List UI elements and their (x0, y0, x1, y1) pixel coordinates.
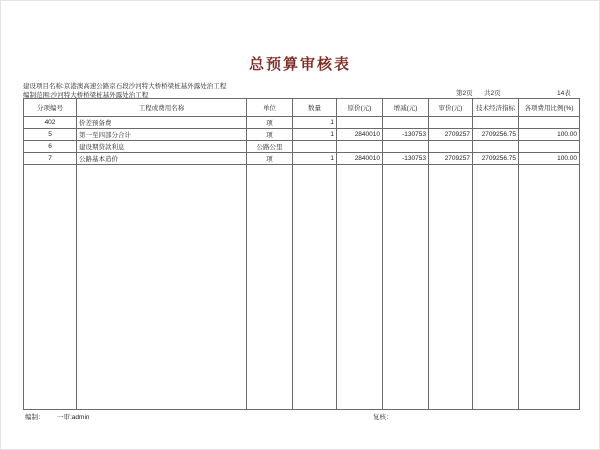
prepared-by-label: 编制： (25, 414, 45, 421)
page-number: 第2页 (456, 90, 473, 97)
review-label: 复核： (373, 414, 393, 421)
column-header-ratio: 各项费用比例(%) (519, 99, 580, 117)
cell-unit: 项 (247, 153, 293, 165)
cell-qty: 1 (293, 117, 337, 129)
cell-original-price: 2840010 (337, 129, 383, 141)
first-review-value: 一审:admin (57, 414, 90, 421)
cell-qty: 1 (293, 153, 337, 165)
column-header-indicator: 技术经济指标 (473, 99, 519, 117)
column-header-unit: 单位 (247, 99, 293, 117)
cell-audited-price: 2709257 (429, 129, 473, 141)
column-header-code: 分项编号 (24, 99, 77, 117)
cell-unit: 公路公里 (247, 141, 293, 153)
cell-unit: 项 (247, 129, 293, 141)
column-header-change: 增减(元) (383, 99, 429, 117)
cell-indicator (473, 141, 519, 153)
cell-original-price (337, 117, 383, 129)
cell-qty (293, 141, 337, 153)
table-row (24, 141, 580, 153)
table-row (24, 129, 580, 141)
cell-indicator: 2709256.75 (473, 129, 519, 141)
column-header-name: 工程或费用名称 (77, 99, 247, 117)
cell-ratio (519, 141, 580, 153)
page-count: 共2页 (484, 90, 501, 97)
cell-ratio: 100.00 (519, 129, 580, 141)
cell-code: 5 (24, 129, 77, 141)
cell-code: 7 (24, 153, 77, 165)
column-header-qty: 数量 (293, 99, 337, 117)
cell-name: 价差预备费 (77, 117, 247, 129)
cell-original-price: 2840010 (337, 153, 383, 165)
cell-ratio (519, 117, 580, 129)
scope-line: 编制范围:沙河特大桥桥梁桩基外露处治工程 (23, 91, 149, 99)
cell-audited-price: 2709257 (429, 153, 473, 165)
cell-name: 第一至四部分合计 (77, 129, 247, 141)
empty-table-area (24, 165, 580, 410)
cell-ratio: 100.00 (519, 153, 580, 165)
cell-change (383, 141, 429, 153)
cell-name: 公路基本造价 (77, 153, 247, 165)
project-name-line: 建设项目名称:京港澳高速公路京石段沙河特大桥桥梁桩基外露处治工程 (23, 83, 227, 90)
cell-indicator: 2709256.75 (473, 153, 519, 165)
cell-code: 6 (24, 141, 77, 153)
cell-original-price (337, 141, 383, 153)
cell-change (383, 117, 429, 129)
cell-name: 建设期贷款利息 (77, 141, 247, 153)
cell-audited-price (429, 141, 473, 153)
cell-change: -130753 (383, 129, 429, 141)
page-title: 总预算审核表 (248, 57, 351, 73)
table-row (24, 117, 580, 129)
cell-qty: 1 (293, 129, 337, 141)
column-header-audited-price: 审价(元) (429, 99, 473, 117)
table-row (24, 153, 580, 165)
cell-unit: 项 (247, 117, 293, 129)
cell-code: 402 (24, 117, 77, 129)
table-header-row (24, 99, 580, 117)
cell-indicator (473, 117, 519, 129)
column-header-original-price: 原价(元) (337, 99, 383, 117)
cell-audited-price (429, 117, 473, 129)
cell-change: -130753 (383, 153, 429, 165)
table-number: 14表 (557, 90, 571, 97)
budget-review-table (23, 98, 580, 410)
